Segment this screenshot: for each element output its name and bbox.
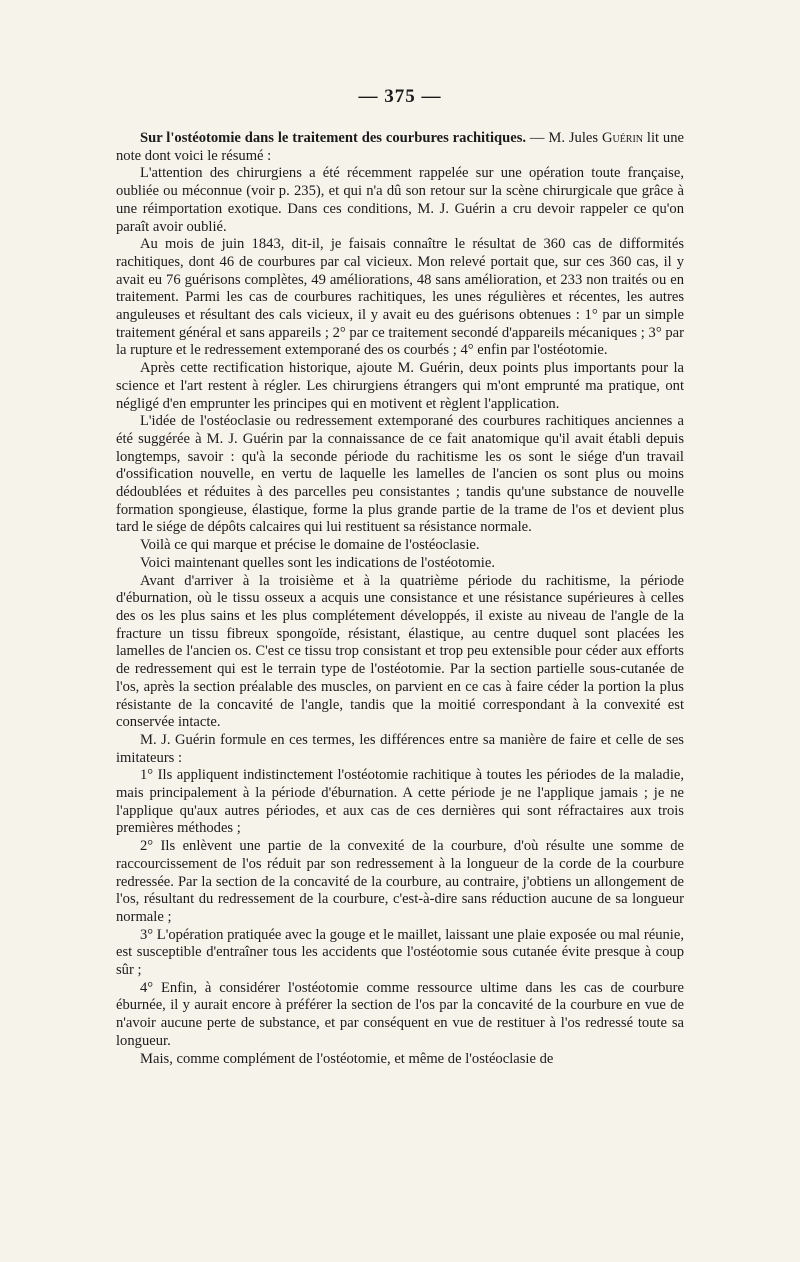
paragraph: Après cette rectification historique, ajoute M. Guérin, deux points plus importants pour la science et l'art restent à régler. Les chirurgiens étrangers qui m'ont emprunté ma pratique, ont négligé d'en emprunter les principes qui en motivent et règlent l'application. xyxy=(116,360,684,412)
intro-rest: lit une note dont voici le résumé : xyxy=(116,130,684,164)
paragraph: 1° Ils appliquent indistinctement l'ostéotomie rachitique à toutes les périodes de la maladie, mais principalement à la période d'éburnation. A cette période je ne l'applique jamais ; je ne l'applique qu'aux autres périodes, et aux cas de ces dernières qui sont réfractaires aux trois premières méthodes ; xyxy=(116,767,684,837)
paragraph: L'attention des chirurgiens a été récemment rappelée sur une opération toute française, oubliée ou méconnue (voir p. 235), et qui n'a dû son retour sur la scène chirurgicale que grâce à une réimportation exotique. Dans ces conditions, M. J. Guérin a cru devoir rappeler ce qu'on paraît avoir oublié. xyxy=(116,165,684,235)
intro-dash: — M. Jules xyxy=(526,130,602,146)
article-body xyxy=(116,130,684,1068)
paragraph: Mais, comme complément de l'ostéotomie, et même de l'ostéoclasie de xyxy=(140,1050,554,1067)
page-number: — 375 — xyxy=(358,86,442,107)
paragraph: M. J. Guérin formule en ces termes, les différences entre sa manière de faire et celle de ses imitateurs : xyxy=(116,731,684,766)
paragraph: Avant d'arriver à la troisième et à la quatrième période du rachitisme, la période d'éburnation, où le tissu osseux a acquis une consistance et une résistance supérieures à celles des os les plus sains et les plus complétement développés, il existe au niveau de l'angle de la fracture un tissu fibreux spongoïde, résistant, élastique, au centre duquel sont placées les lamelles de l'ancien os. C'est ce tissu trop consistant et trop peu extensible pour céder aux efforts de redressement qui est le terrain type de l'ostéotomie. Par la section partielle sous-cutanée de l'os, après la section préalable des muscles, on parvient en ce cas à faire céder la portion la plus résistante de la concavité de l'angle, tandis que la moitié correspondant à la convexité est conservée intacte. xyxy=(116,572,684,731)
paragraph: L'idée de l'ostéoclasie ou redressement extemporané des courbures rachitiques anciennes a été suggérée à M. J. Guérin par la connaissance de ce fait anatomique qu'il avait établi depuis longtemps, savoir : qu'à la seconde période du rachitisme les os sont le siége d'un travail d'ossification nouvelle, en vertu de laquelle les lamelles de l'ancien os sont plus ou moins dédoublées et réduites à des parcelles peu consistantes ; tandis qu'une substance de nouvelle formation spongieuse, élastique, forme la plus grande partie de la trame de l'os et devient plus tard le siége de dépôts calcaires qui lui restituent sa résistance normale. xyxy=(116,413,684,536)
paragraph: 3° L'opération pratiquée avec la gouge et le maillet, laissant une plaie exposée ou mal réunie, est susceptible d'entraîner tous les accidents que l'ostéotomie sous cutanée évite presque à coup sûr ; xyxy=(116,926,684,979)
paragraph: Voilà ce qui marque et précise le domaine de l'ostéoclasie. xyxy=(140,537,480,554)
paragraph: 4° Enfin, à considérer l'ostéotomie comme ressource ultime dans les cas de courbure éburnée, il y aurait encore à préférer la section de l'os par la concavité de la courbure en vue de n'avoir aucune perte de substance, et par conséquent en vue de restituer à l'os redressé toute sa longueur. xyxy=(116,979,684,1049)
paragraph: Au mois de juin 1843, dit-il, je faisais connaître le résultat de 360 cas de difformités rachitiques, dont 46 de courbures par cal vicieux. Mon relevé portait que, sur ces 360 cas, il y avait eu 76 guérisons complètes, 49 améliorations, 48 sans amélioration, et 233 non traités ou en traitement. Parmi les cas de courbures rachitiques, les unes régulières et récentes, les autres anguleuses et résultant des cals vicieux, il y avait eu des guérisons obtenues : 1° par un simple traitement général et sans appareils ; 2° par ce traitement secondé d'appareils mécaniques ; 3° par la rupture et le redressement extemporané des os courbés ; 4° enfin par l'ostéotomie. xyxy=(116,236,684,359)
paragraph: Voici maintenant quelles sont les indications de l'ostéotomie. xyxy=(140,554,495,571)
paragraph: 2° Ils enlèvent une partie de la convexité de la courbure, d'où résulte une somme de raccourcissement de l'os réduit par son redressement à la longueur de la corde de la courbure redressée. Par la section de la concavité de la courbure, au contraire, j'obtiens un allongement de l'os, résultant du redressement de la courbure, c'est-à-dire sans réduction aucune de sa longueur normale ; xyxy=(116,838,684,925)
article-heading: Sur l'ostéotomie dans le traitement des courbures rachitiques. xyxy=(140,130,527,146)
article-intro xyxy=(116,130,684,165)
author-name: Guérin xyxy=(601,130,644,146)
